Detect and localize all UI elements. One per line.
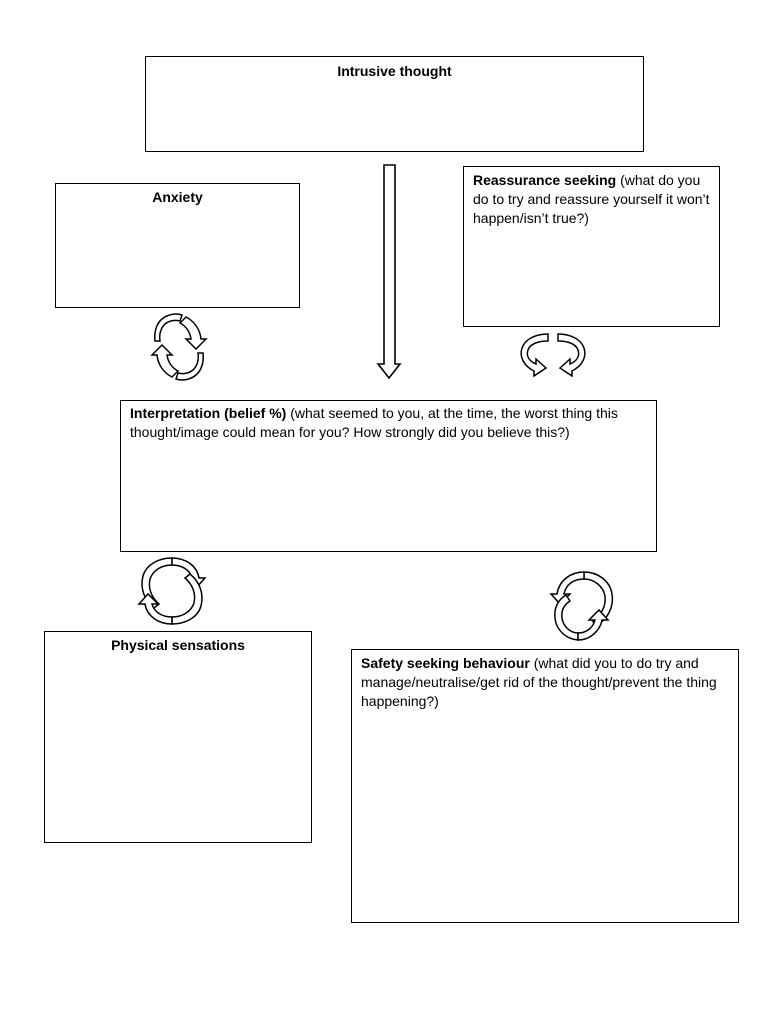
safety-seeking-box	[351, 649, 739, 923]
safety-seeking-description: (what did you to do try and manage/neutralise/get rid of the thought/prevent the thing happening?)	[361, 655, 717, 709]
cycle-arrows-icon-safety	[544, 568, 620, 644]
safety-seeking-title: Safety seeking behaviour	[361, 655, 530, 671]
physical-sensations-box	[44, 631, 312, 843]
physical-sensations-title: Physical sensations	[111, 637, 245, 653]
intrusive-thought-title: Intrusive thought	[337, 63, 452, 79]
reassurance-seeking-description: (what do you do to try and reassure yourself it won’t happen/isn’t true?)	[473, 172, 710, 226]
cycle-arrows-icon-physical	[134, 554, 210, 628]
reassurance-seeking-title: Reassurance seeking	[473, 172, 617, 188]
interpretation-description: (what seemed to you, at the time, the worst thing this thought/image could mean for you? How strongly did you believe this?)	[130, 405, 618, 440]
cycle-arrows-icon-anxiety	[146, 311, 212, 383]
cycle-arrows-icon-reassurance	[514, 328, 592, 386]
down-arrow-icon	[376, 164, 402, 380]
interpretation-text	[121, 401, 656, 442]
reassurance-seeking-text	[464, 167, 719, 228]
intrusive-thought-box	[145, 56, 644, 152]
interpretation-title: Interpretation (belief %)	[130, 405, 287, 421]
reassurance-seeking-box	[463, 166, 720, 327]
anxiety-box	[55, 183, 300, 308]
anxiety-title: Anxiety	[152, 189, 203, 205]
interpretation-box	[120, 400, 657, 552]
safety-seeking-text	[352, 650, 738, 711]
